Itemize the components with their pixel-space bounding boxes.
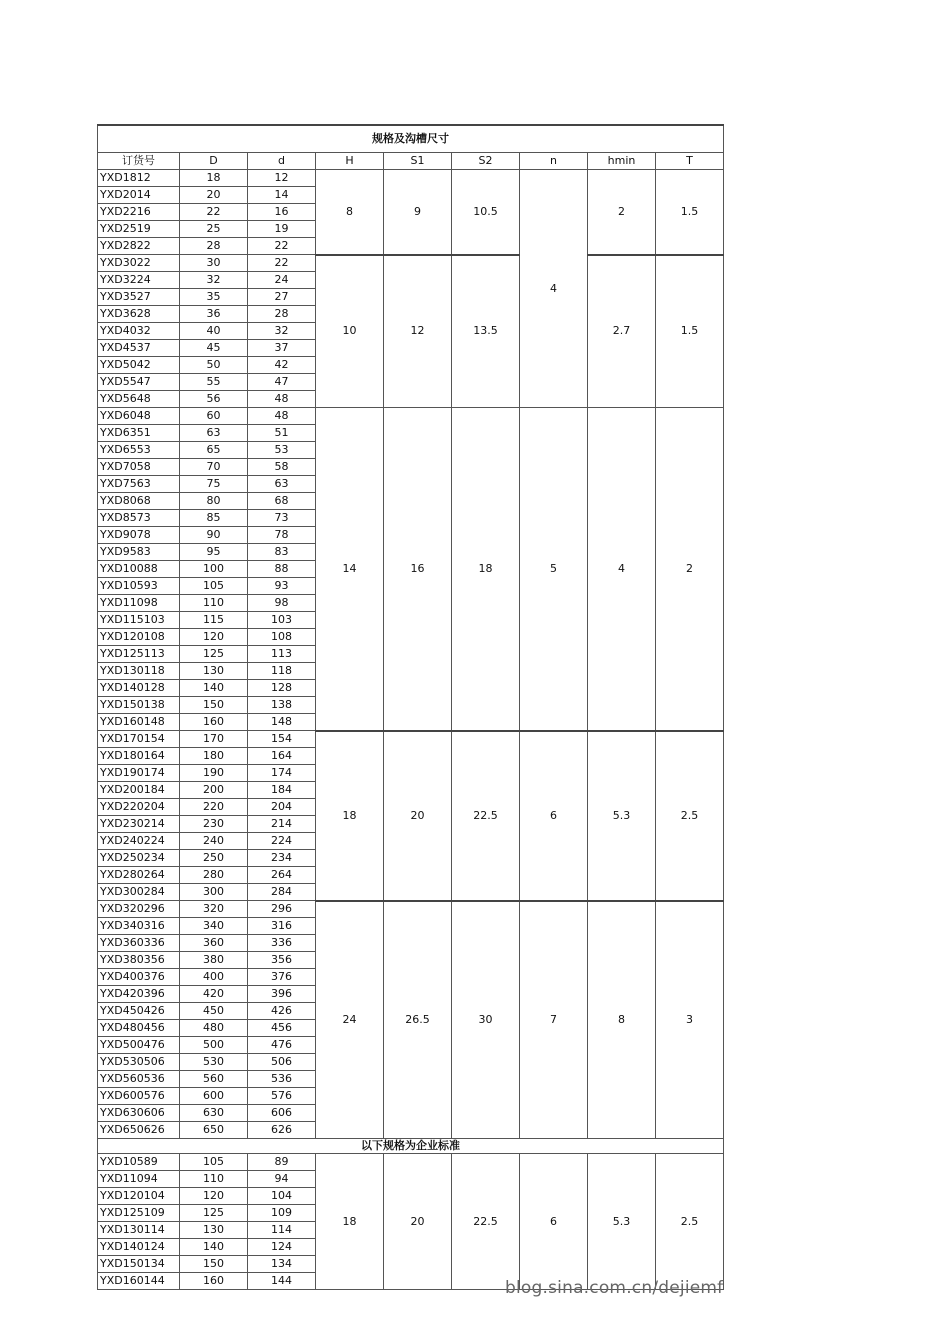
order-number-cell: YXD9583 <box>98 544 180 561</box>
table-row <box>98 255 724 272</box>
outer-diameter-cell: 120 <box>180 1188 248 1205</box>
order-number-cell: YXD530506 <box>98 1054 180 1071</box>
inner-diameter-cell: 42 <box>248 357 316 374</box>
outer-diameter-cell: 80 <box>180 493 248 510</box>
spec-table-body <box>98 170 724 1290</box>
table-title: 规格及沟槽尺寸 <box>98 125 724 153</box>
section-subtitle: 以下规格为企业标准 <box>98 1139 724 1154</box>
order-number-cell: YXD11094 <box>98 1171 180 1188</box>
T-value-cell: 3 <box>656 901 724 1139</box>
inner-diameter-cell: 27 <box>248 289 316 306</box>
outer-diameter-cell: 36 <box>180 306 248 323</box>
col-header-S1: S1 <box>384 153 452 170</box>
outer-diameter-cell: 125 <box>180 646 248 663</box>
H-value-cell: 18 <box>316 1154 384 1290</box>
outer-diameter-cell: 180 <box>180 748 248 765</box>
inner-diameter-cell: 19 <box>248 221 316 238</box>
spec-sheet <box>97 124 723 1290</box>
outer-diameter-cell: 55 <box>180 374 248 391</box>
col-header-d: d <box>248 153 316 170</box>
outer-diameter-cell: 600 <box>180 1088 248 1105</box>
order-number-cell: YXD500476 <box>98 1037 180 1054</box>
inner-diameter-cell: 108 <box>248 629 316 646</box>
inner-diameter-cell: 606 <box>248 1105 316 1122</box>
inner-diameter-cell: 284 <box>248 884 316 901</box>
inner-diameter-cell: 164 <box>248 748 316 765</box>
order-number-cell: YXD7058 <box>98 459 180 476</box>
order-number-cell: YXD560536 <box>98 1071 180 1088</box>
order-number-cell: YXD8068 <box>98 493 180 510</box>
inner-diameter-cell: 336 <box>248 935 316 952</box>
outer-diameter-cell: 280 <box>180 867 248 884</box>
order-number-cell: YXD125109 <box>98 1205 180 1222</box>
outer-diameter-cell: 75 <box>180 476 248 493</box>
inner-diameter-cell: 138 <box>248 697 316 714</box>
S2-value-cell: 18 <box>452 408 520 731</box>
inner-diameter-cell: 144 <box>248 1273 316 1290</box>
inner-diameter-cell: 103 <box>248 612 316 629</box>
outer-diameter-cell: 60 <box>180 408 248 425</box>
order-number-cell: YXD480456 <box>98 1020 180 1037</box>
outer-diameter-cell: 32 <box>180 272 248 289</box>
order-number-cell: YXD650626 <box>98 1122 180 1139</box>
hmin-value-cell: 4 <box>588 408 656 731</box>
order-number-cell: YXD220204 <box>98 799 180 816</box>
order-number-cell: YXD6553 <box>98 442 180 459</box>
outer-diameter-cell: 140 <box>180 1239 248 1256</box>
S2-value-cell: 30 <box>452 901 520 1139</box>
inner-diameter-cell: 134 <box>248 1256 316 1273</box>
order-number-cell: YXD130118 <box>98 663 180 680</box>
inner-diameter-cell: 83 <box>248 544 316 561</box>
outer-diameter-cell: 63 <box>180 425 248 442</box>
col-header-S2: S2 <box>452 153 520 170</box>
outer-diameter-cell: 110 <box>180 595 248 612</box>
order-number-cell: YXD1812 <box>98 170 180 187</box>
order-number-cell: YXD2014 <box>98 187 180 204</box>
outer-diameter-cell: 500 <box>180 1037 248 1054</box>
order-number-cell: YXD300284 <box>98 884 180 901</box>
inner-diameter-cell: 22 <box>248 255 316 272</box>
H-value-cell: 8 <box>316 170 384 255</box>
outer-diameter-cell: 28 <box>180 238 248 255</box>
T-value-cell: 2.5 <box>656 1154 724 1290</box>
outer-diameter-cell: 25 <box>180 221 248 238</box>
order-number-cell: YXD630606 <box>98 1105 180 1122</box>
order-number-cell: YXD4537 <box>98 340 180 357</box>
inner-diameter-cell: 536 <box>248 1071 316 1088</box>
inner-diameter-cell: 32 <box>248 323 316 340</box>
outer-diameter-cell: 250 <box>180 850 248 867</box>
inner-diameter-cell: 456 <box>248 1020 316 1037</box>
n-value-cell: 4 <box>520 170 588 408</box>
order-number-cell: YXD2519 <box>98 221 180 238</box>
order-number-cell: YXD6048 <box>98 408 180 425</box>
inner-diameter-cell: 22 <box>248 238 316 255</box>
outer-diameter-cell: 18 <box>180 170 248 187</box>
inner-diameter-cell: 78 <box>248 527 316 544</box>
T-value-cell: 2 <box>656 408 724 731</box>
order-number-cell: YXD2216 <box>98 204 180 221</box>
table-row <box>98 408 724 425</box>
col-header-D: D <box>180 153 248 170</box>
order-number-cell: YXD450426 <box>98 1003 180 1020</box>
outer-diameter-cell: 480 <box>180 1020 248 1037</box>
hmin-value-cell: 2.7 <box>588 255 656 408</box>
inner-diameter-cell: 174 <box>248 765 316 782</box>
table-row <box>98 901 724 918</box>
n-value-cell: 6 <box>520 1154 588 1290</box>
outer-diameter-cell: 150 <box>180 1256 248 1273</box>
hmin-value-cell: 5.3 <box>588 1154 656 1290</box>
S2-value-cell: 10.5 <box>452 170 520 255</box>
inner-diameter-cell: 53 <box>248 442 316 459</box>
outer-diameter-cell: 630 <box>180 1105 248 1122</box>
inner-diameter-cell: 104 <box>248 1188 316 1205</box>
inner-diameter-cell: 214 <box>248 816 316 833</box>
inner-diameter-cell: 376 <box>248 969 316 986</box>
outer-diameter-cell: 450 <box>180 1003 248 1020</box>
hmin-value-cell: 2 <box>588 170 656 255</box>
outer-diameter-cell: 220 <box>180 799 248 816</box>
S1-value-cell: 12 <box>384 255 452 408</box>
inner-diameter-cell: 476 <box>248 1037 316 1054</box>
order-number-cell: YXD5042 <box>98 357 180 374</box>
order-number-cell: YXD180164 <box>98 748 180 765</box>
inner-diameter-cell: 47 <box>248 374 316 391</box>
outer-diameter-cell: 160 <box>180 1273 248 1290</box>
order-number-cell: YXD140128 <box>98 680 180 697</box>
outer-diameter-cell: 100 <box>180 561 248 578</box>
inner-diameter-cell: 124 <box>248 1239 316 1256</box>
S2-value-cell: 22.5 <box>452 1154 520 1290</box>
T-value-cell: 1.5 <box>656 255 724 408</box>
order-number-cell: YXD10088 <box>98 561 180 578</box>
table-row <box>98 1154 724 1171</box>
inner-diameter-cell: 113 <box>248 646 316 663</box>
order-number-cell: YXD8573 <box>98 510 180 527</box>
outer-diameter-cell: 125 <box>180 1205 248 1222</box>
S1-value-cell: 26.5 <box>384 901 452 1139</box>
order-number-cell: YXD360336 <box>98 935 180 952</box>
outer-diameter-cell: 90 <box>180 527 248 544</box>
order-number-cell: YXD3527 <box>98 289 180 306</box>
outer-diameter-cell: 150 <box>180 697 248 714</box>
inner-diameter-cell: 48 <box>248 408 316 425</box>
inner-diameter-cell: 73 <box>248 510 316 527</box>
inner-diameter-cell: 58 <box>248 459 316 476</box>
n-value-cell: 7 <box>520 901 588 1139</box>
outer-diameter-cell: 190 <box>180 765 248 782</box>
outer-diameter-cell: 300 <box>180 884 248 901</box>
outer-diameter-cell: 230 <box>180 816 248 833</box>
inner-diameter-cell: 68 <box>248 493 316 510</box>
outer-diameter-cell: 320 <box>180 901 248 918</box>
inner-diameter-cell: 576 <box>248 1088 316 1105</box>
inner-diameter-cell: 316 <box>248 918 316 935</box>
outer-diameter-cell: 65 <box>180 442 248 459</box>
order-number-cell: YXD10589 <box>98 1154 180 1171</box>
outer-diameter-cell: 110 <box>180 1171 248 1188</box>
order-number-cell: YXD9078 <box>98 527 180 544</box>
order-number-cell: YXD230214 <box>98 816 180 833</box>
outer-diameter-cell: 85 <box>180 510 248 527</box>
outer-diameter-cell: 30 <box>180 255 248 272</box>
outer-diameter-cell: 160 <box>180 714 248 731</box>
H-value-cell: 14 <box>316 408 384 731</box>
order-number-cell: YXD400376 <box>98 969 180 986</box>
T-value-cell: 2.5 <box>656 731 724 901</box>
order-number-cell: YXD320296 <box>98 901 180 918</box>
inner-diameter-cell: 626 <box>248 1122 316 1139</box>
order-number-cell: YXD125113 <box>98 646 180 663</box>
outer-diameter-cell: 45 <box>180 340 248 357</box>
outer-diameter-cell: 120 <box>180 629 248 646</box>
outer-diameter-cell: 95 <box>180 544 248 561</box>
H-value-cell: 24 <box>316 901 384 1139</box>
order-number-cell: YXD115103 <box>98 612 180 629</box>
outer-diameter-cell: 560 <box>180 1071 248 1088</box>
outer-diameter-cell: 170 <box>180 731 248 748</box>
inner-diameter-cell: 94 <box>248 1171 316 1188</box>
S1-value-cell: 16 <box>384 408 452 731</box>
hmin-value-cell: 5.3 <box>588 731 656 901</box>
H-value-cell: 18 <box>316 731 384 901</box>
outer-diameter-cell: 530 <box>180 1054 248 1071</box>
table-row <box>98 731 724 748</box>
inner-diameter-cell: 356 <box>248 952 316 969</box>
order-number-cell: YXD250234 <box>98 850 180 867</box>
outer-diameter-cell: 20 <box>180 187 248 204</box>
inner-diameter-cell: 37 <box>248 340 316 357</box>
outer-diameter-cell: 130 <box>180 1222 248 1239</box>
inner-diameter-cell: 224 <box>248 833 316 850</box>
outer-diameter-cell: 130 <box>180 663 248 680</box>
order-number-cell: YXD130114 <box>98 1222 180 1239</box>
order-number-cell: YXD600576 <box>98 1088 180 1105</box>
col-header-order-no: 订货号 <box>98 153 180 170</box>
S2-value-cell: 22.5 <box>452 731 520 901</box>
inner-diameter-cell: 154 <box>248 731 316 748</box>
inner-diameter-cell: 24 <box>248 272 316 289</box>
inner-diameter-cell: 184 <box>248 782 316 799</box>
inner-diameter-cell: 426 <box>248 1003 316 1020</box>
outer-diameter-cell: 380 <box>180 952 248 969</box>
col-header-hmin: hmin <box>588 153 656 170</box>
outer-diameter-cell: 340 <box>180 918 248 935</box>
S1-value-cell: 9 <box>384 170 452 255</box>
inner-diameter-cell: 296 <box>248 901 316 918</box>
inner-diameter-cell: 98 <box>248 595 316 612</box>
hmin-value-cell: 8 <box>588 901 656 1139</box>
order-number-cell: YXD5648 <box>98 391 180 408</box>
col-header-n: n <box>520 153 588 170</box>
outer-diameter-cell: 56 <box>180 391 248 408</box>
col-header-H: H <box>316 153 384 170</box>
watermark-text: blog.sina.com.cn/dejiemf <box>505 1278 724 1298</box>
section-subtitle-row <box>98 1139 724 1154</box>
inner-diameter-cell: 506 <box>248 1054 316 1071</box>
column-header-row <box>98 153 724 170</box>
order-number-cell: YXD3628 <box>98 306 180 323</box>
outer-diameter-cell: 40 <box>180 323 248 340</box>
order-number-cell: YXD240224 <box>98 833 180 850</box>
inner-diameter-cell: 48 <box>248 391 316 408</box>
outer-diameter-cell: 240 <box>180 833 248 850</box>
order-number-cell: YXD10593 <box>98 578 180 595</box>
order-number-cell: YXD3224 <box>98 272 180 289</box>
order-number-cell: YXD120104 <box>98 1188 180 1205</box>
order-number-cell: YXD140124 <box>98 1239 180 1256</box>
order-number-cell: YXD7563 <box>98 476 180 493</box>
outer-diameter-cell: 35 <box>180 289 248 306</box>
inner-diameter-cell: 148 <box>248 714 316 731</box>
inner-diameter-cell: 128 <box>248 680 316 697</box>
S2-value-cell: 13.5 <box>452 255 520 408</box>
outer-diameter-cell: 200 <box>180 782 248 799</box>
inner-diameter-cell: 16 <box>248 204 316 221</box>
order-number-cell: YXD190174 <box>98 765 180 782</box>
order-number-cell: YXD380356 <box>98 952 180 969</box>
outer-diameter-cell: 70 <box>180 459 248 476</box>
order-number-cell: YXD280264 <box>98 867 180 884</box>
order-number-cell: YXD150138 <box>98 697 180 714</box>
order-number-cell: YXD120108 <box>98 629 180 646</box>
outer-diameter-cell: 650 <box>180 1122 248 1139</box>
S1-value-cell: 20 <box>384 1154 452 1290</box>
order-number-cell: YXD6351 <box>98 425 180 442</box>
spec-table <box>97 124 724 1290</box>
inner-diameter-cell: 109 <box>248 1205 316 1222</box>
inner-diameter-cell: 234 <box>248 850 316 867</box>
outer-diameter-cell: 420 <box>180 986 248 1003</box>
order-number-cell: YXD150134 <box>98 1256 180 1273</box>
H-value-cell: 10 <box>316 255 384 408</box>
order-number-cell: YXD200184 <box>98 782 180 799</box>
n-value-cell: 5 <box>520 408 588 731</box>
outer-diameter-cell: 50 <box>180 357 248 374</box>
n-value-cell: 6 <box>520 731 588 901</box>
order-number-cell: YXD170154 <box>98 731 180 748</box>
inner-diameter-cell: 63 <box>248 476 316 493</box>
table-row <box>98 170 724 187</box>
inner-diameter-cell: 264 <box>248 867 316 884</box>
order-number-cell: YXD160148 <box>98 714 180 731</box>
inner-diameter-cell: 12 <box>248 170 316 187</box>
inner-diameter-cell: 51 <box>248 425 316 442</box>
inner-diameter-cell: 14 <box>248 187 316 204</box>
outer-diameter-cell: 400 <box>180 969 248 986</box>
S1-value-cell: 20 <box>384 731 452 901</box>
order-number-cell: YXD3022 <box>98 255 180 272</box>
outer-diameter-cell: 105 <box>180 1154 248 1171</box>
inner-diameter-cell: 204 <box>248 799 316 816</box>
outer-diameter-cell: 22 <box>180 204 248 221</box>
order-number-cell: YXD340316 <box>98 918 180 935</box>
inner-diameter-cell: 88 <box>248 561 316 578</box>
inner-diameter-cell: 28 <box>248 306 316 323</box>
order-number-cell: YXD420396 <box>98 986 180 1003</box>
inner-diameter-cell: 93 <box>248 578 316 595</box>
inner-diameter-cell: 396 <box>248 986 316 1003</box>
outer-diameter-cell: 360 <box>180 935 248 952</box>
inner-diameter-cell: 118 <box>248 663 316 680</box>
order-number-cell: YXD160144 <box>98 1273 180 1290</box>
inner-diameter-cell: 89 <box>248 1154 316 1171</box>
order-number-cell: YXD4032 <box>98 323 180 340</box>
order-number-cell: YXD11098 <box>98 595 180 612</box>
outer-diameter-cell: 115 <box>180 612 248 629</box>
inner-diameter-cell: 114 <box>248 1222 316 1239</box>
outer-diameter-cell: 105 <box>180 578 248 595</box>
T-value-cell: 1.5 <box>656 170 724 255</box>
order-number-cell: YXD5547 <box>98 374 180 391</box>
order-number-cell: YXD2822 <box>98 238 180 255</box>
col-header-T: T <box>656 153 724 170</box>
outer-diameter-cell: 140 <box>180 680 248 697</box>
